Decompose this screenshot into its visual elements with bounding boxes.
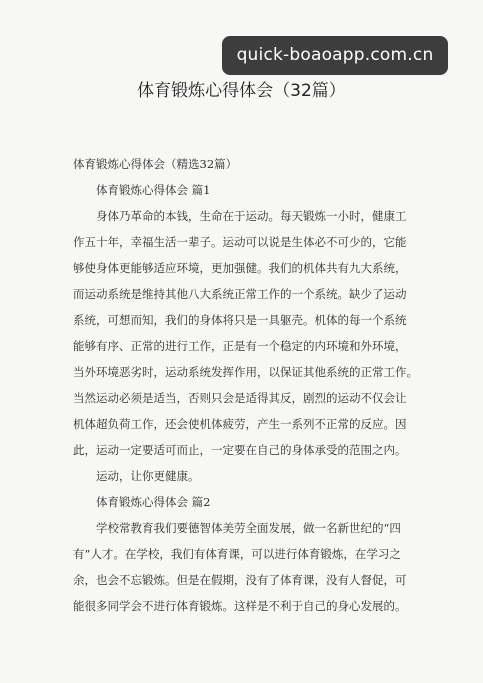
section-heading-2: 体育锻炼心得体会 篇2	[96, 495, 211, 509]
watermark-url-badge: quick-boaoapp.com.cn	[222, 36, 448, 75]
paragraph-line: 机体超负荷工作，还会使机体疲劳，产生一系列不正常的反应。因	[73, 417, 407, 431]
document-title: 体育锻炼心得体会（32篇）	[137, 81, 346, 101]
paragraph-line: 运动，让你更健康。	[96, 469, 200, 483]
paragraph-line: 够使身体更能够适应环境，更加强健。我们的机体共有九大系统，	[73, 261, 407, 275]
section-heading-1: 体育锻炼心得体会 篇1	[96, 183, 211, 197]
paragraph-line: 当然运动必须是适当，否则只会是适得其反，剧烈的运动不仅会让	[73, 391, 407, 405]
paragraph-line: 能很多同学会不进行体育锻炼。这样是不利于自己的身心发展的。	[73, 599, 407, 613]
paragraph-line: 此，运动一定要适可而止，一定要在自己的身体承受的范围之内。	[73, 443, 407, 457]
paragraph-line: 系统，可想而知，我们的身体将只是一具躯壳。机体的每一个系统	[73, 313, 407, 327]
paragraph-line: 当外环境恶劣时，运动系统发挥作用，以保证其他系统的正常工作。	[73, 365, 418, 379]
paragraph-line: 能够有序、正常的进行工作，正是有一个稳定的内环境和外环境，	[73, 339, 407, 353]
paragraph-line: 身体乃革命的本钱，生命在于运动。每天锻炼一小时，健康工	[96, 209, 407, 223]
paragraph-line: 而运动系统是维持其他八大系统正常工作的一个系统。缺少了运动	[73, 287, 407, 301]
document-subtitle: 体育锻炼心得体会（精选32篇）	[73, 157, 238, 171]
paragraph-line: 学校常教育我们要德智体美劳全面发展，做一名新世纪的“四	[96, 521, 401, 535]
paragraph-line: 作五十年，幸福生活一辈子。运动可以说是生体必不可少的，它能	[73, 235, 407, 249]
paragraph-line: 有”人才。在学校，我们有体育课，可以进行体育锻炼，在学习之	[73, 547, 401, 561]
paragraph-line: 余，也会不忘锻炼。但是在假期，没有了体育课，没有人督促，可	[73, 573, 407, 587]
